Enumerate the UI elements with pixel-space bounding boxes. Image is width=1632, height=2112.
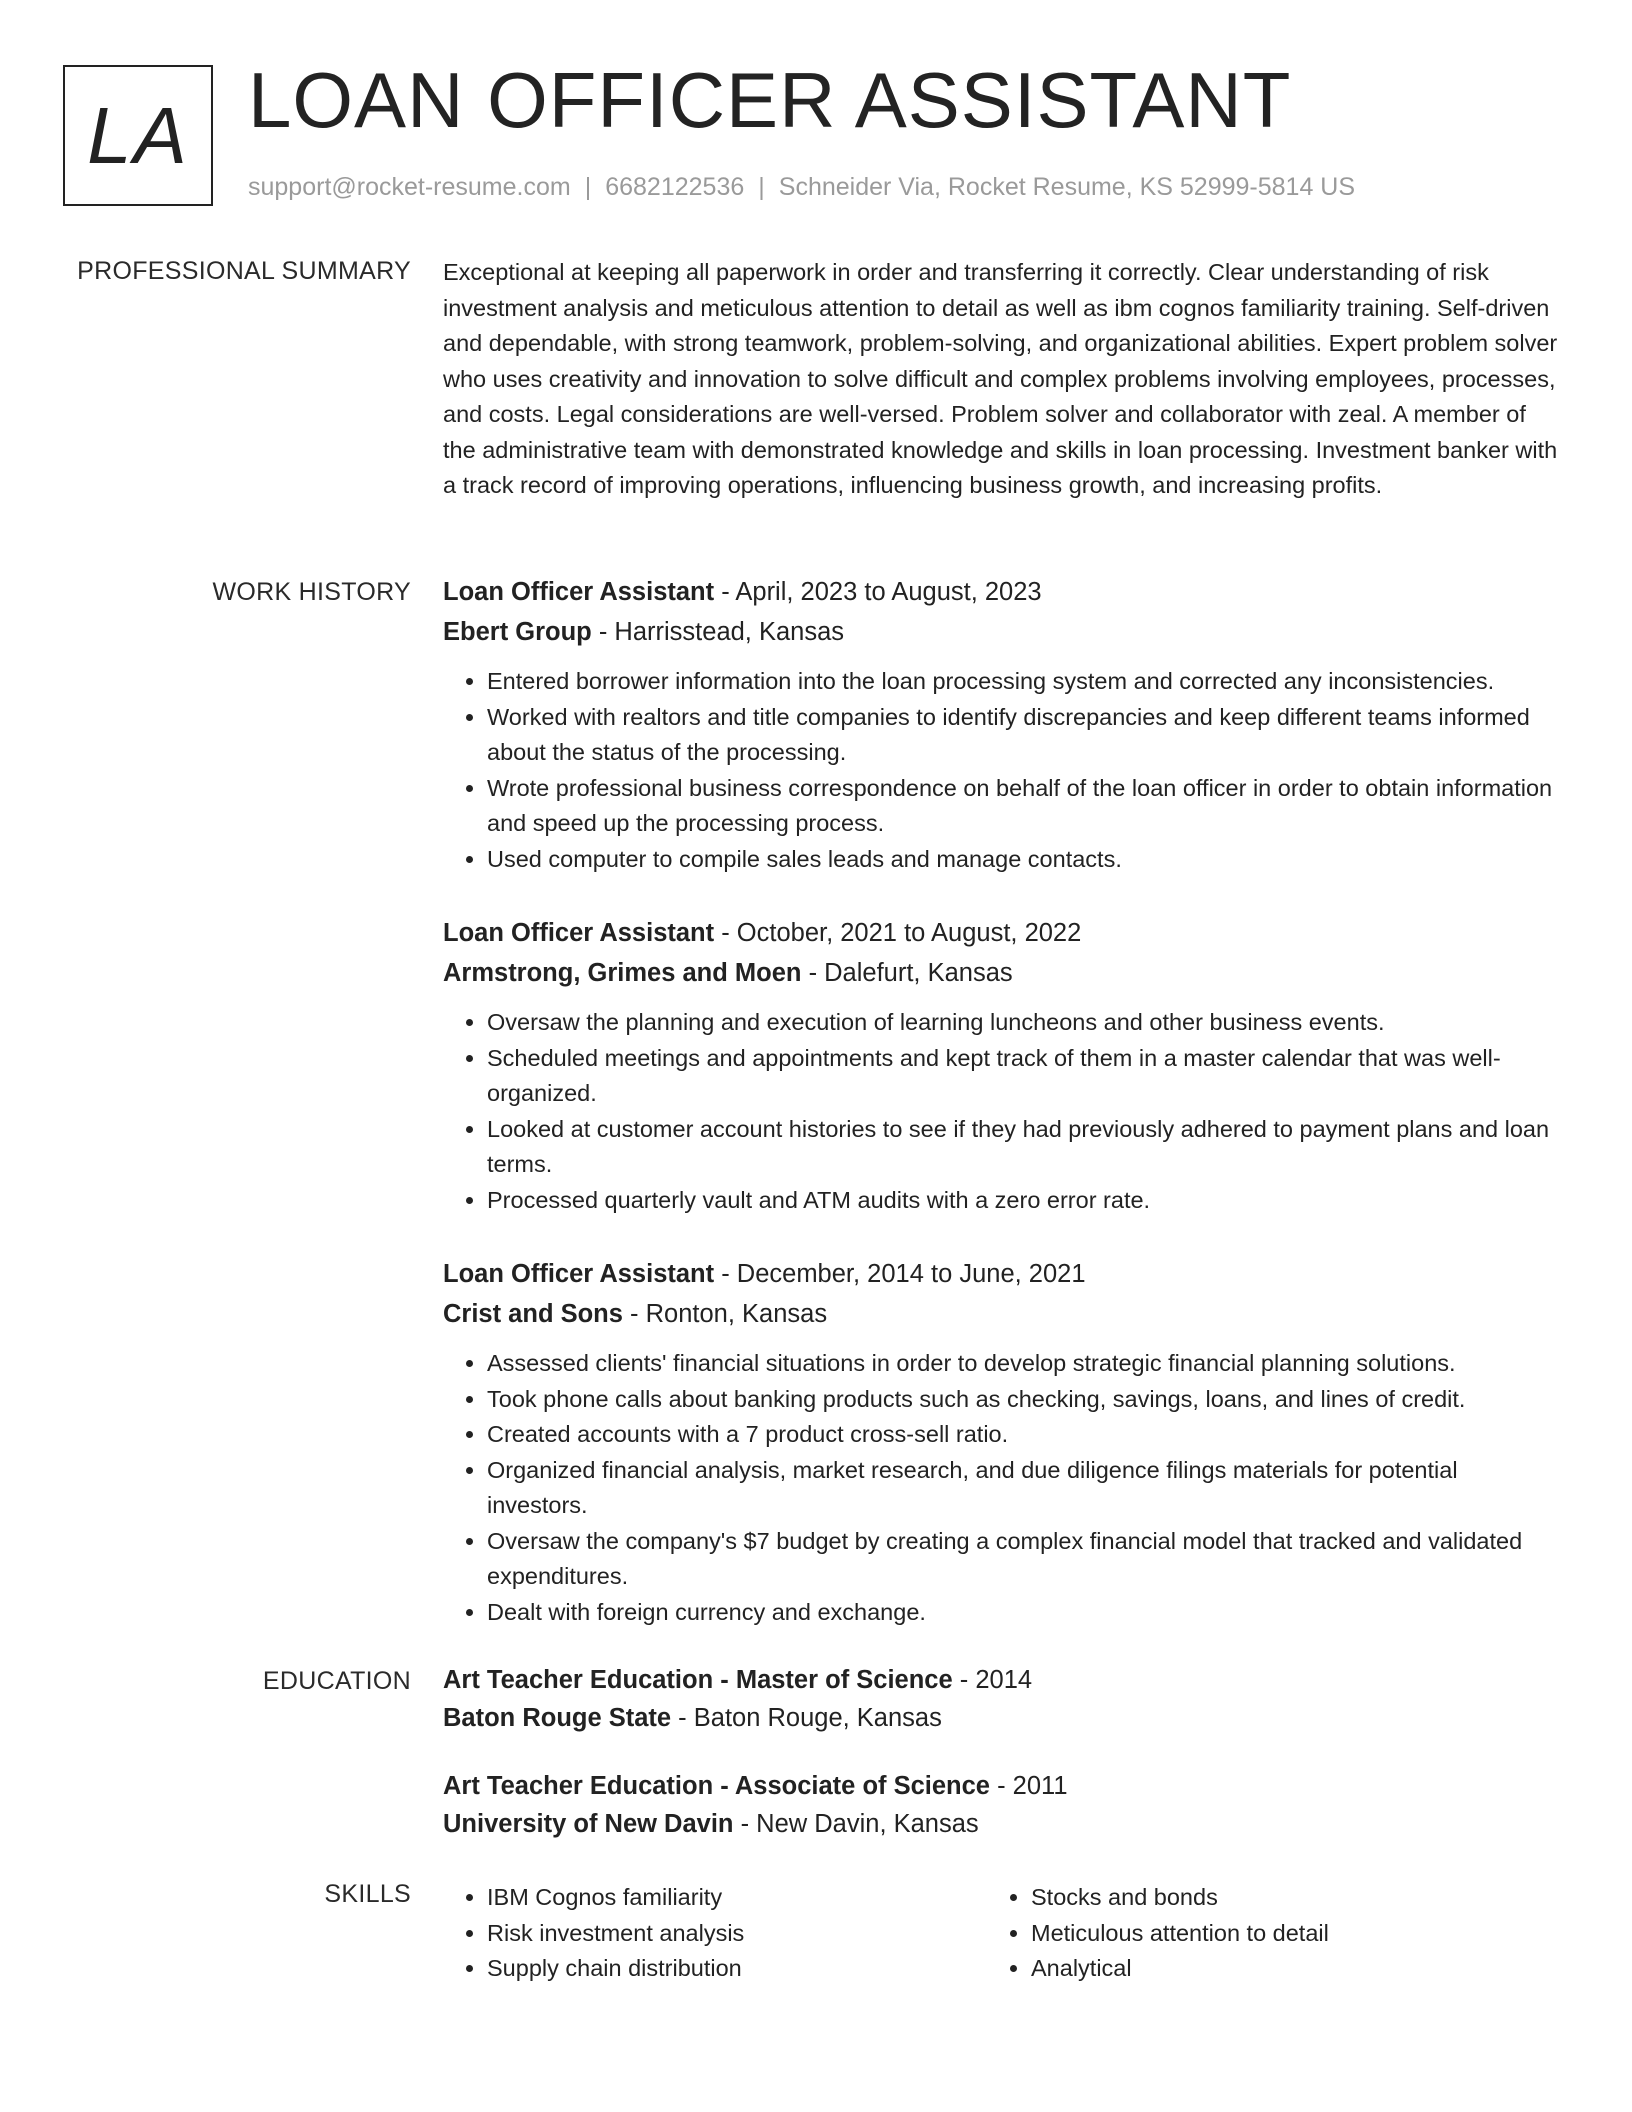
education-entry [443, 1661, 1558, 1737]
education-location: - Baton Rouge, Kansas [671, 1704, 942, 1732]
job-company-line [443, 953, 1558, 993]
contact-line [248, 173, 1355, 202]
job-bullet: • Processed quarterly vault and ATM audits with a zero error rate. [487, 1183, 1558, 1219]
section-label: WORK HISTORY [212, 578, 411, 606]
education-year: - 2011 [990, 1772, 1068, 1800]
job-entry [443, 572, 1558, 877]
skills-list-right [987, 1880, 1531, 1987]
job-dates: - April, 2023 to August, 2023 [714, 578, 1042, 606]
section-body [443, 255, 1558, 504]
job-bullets [443, 1346, 1558, 1630]
education-degree-line [443, 1767, 1558, 1805]
job-bullet: • Oversaw the company's $7 budget by creating a complex financial model that tracked and validated expenditures. [487, 1524, 1558, 1595]
education-year: - 2014 [952, 1666, 1033, 1694]
skill-item: • Meticulous attention to detail [1031, 1916, 1531, 1952]
job-bullet: • Assessed clients' financial situations in order to develop strategic financial planning solutions. [487, 1346, 1558, 1382]
skills-list-left [443, 1880, 987, 1987]
job-bullet: • Looked at customer account histories to see if they had previously adhered to payment plans and loan terms. [487, 1112, 1558, 1183]
education-school: University of New Davin [443, 1810, 734, 1838]
job-bullets [443, 664, 1558, 877]
job-company-line [443, 1294, 1558, 1334]
section-label: PROFESSIONAL SUMMARY [77, 257, 411, 285]
job-bullets [443, 1005, 1558, 1218]
job-title-line [443, 913, 1558, 953]
section-label: SKILLS [324, 1880, 411, 1908]
education-degree: Art Teacher Education - Associate of Science [443, 1772, 990, 1800]
job-bullet: • Scheduled meetings and appointments and kept track of them in a master calendar that was well-organized. [487, 1041, 1558, 1112]
education-degree: Art Teacher Education - Master of Science [443, 1666, 953, 1694]
contact-separator: | [584, 173, 592, 201]
job-bullet: • Oversaw the planning and execution of learning luncheons and other business events. [487, 1005, 1558, 1041]
contact-address: Schneider Via, Rocket Resume, KS 52999-5814 US [778, 173, 1356, 201]
job-bullet: • Used computer to compile sales leads and manage contacts. [487, 842, 1558, 878]
education-entry [443, 1767, 1558, 1843]
job-location: - Dalefurt, Kansas [801, 959, 1013, 987]
education-school-line [443, 1805, 1558, 1843]
section-body [443, 1661, 1558, 1873]
job-title-line [443, 572, 1558, 612]
section-label: EDUCATION [262, 1667, 411, 1695]
job-company: Armstrong, Grimes and Moen [443, 959, 802, 987]
contact-phone: 6682122536 [605, 173, 745, 201]
skill-item: • Analytical [1031, 1951, 1531, 1987]
job-company: Crist and Sons [443, 1300, 623, 1328]
job-bullet: • Created accounts with a 7 product cross-sell ratio. [487, 1417, 1558, 1453]
education-school-line [443, 1699, 1558, 1737]
job-location: - Harrisstead, Kansas [591, 618, 845, 646]
skill-item: • IBM Cognos familiarity [487, 1880, 987, 1916]
job-location: - Ronton, Kansas [622, 1300, 828, 1328]
education-location: - New Davin, Kansas [733, 1810, 979, 1838]
job-title: Loan Officer Assistant [443, 578, 715, 606]
job-bullet: • Dealt with foreign currency and exchange. [487, 1595, 1558, 1631]
job-company-line [443, 612, 1558, 652]
job-title-line [443, 1254, 1558, 1294]
job-bullet: • Organized financial analysis, market research, and due diligence filings materials for potential investors. [487, 1453, 1558, 1524]
job-company: Ebert Group [443, 618, 592, 646]
job-dates: - December, 2014 to June, 2021 [714, 1260, 1086, 1288]
job-title: Loan Officer Assistant [443, 1260, 715, 1288]
job-title: Loan Officer Assistant [443, 919, 715, 947]
skill-item: • Supply chain distribution [487, 1951, 987, 1987]
job-bullet: • Entered borrower information into the loan processing system and corrected any inconsistencies. [487, 664, 1558, 700]
monogram-logo: LA [63, 65, 213, 206]
summary-text: Exceptional at keeping all paperwork in order and transferring it correctly. Clear understanding of risk investment analysis and meticulous attention to detail as well as ibm cognos familiarity training. Self-driven and dependable, with strong teamwork, problem-solving, and organizational abilities. Expert problem solver who uses creativity and innovation to solve difficult and complex problems involving employees, processes, and costs. Legal considerations are well-versed. Problem solver and collaborator with zeal. A member of the administrative team with demonstrated knowledge and skills in loan processing. Investment banker with a track record of improving operations, influencing business growth, and increasing profits. [443, 259, 1558, 498]
section-body [443, 572, 1558, 1666]
section-body [443, 1880, 1558, 1987]
job-entry [443, 1254, 1558, 1630]
contact-separator: | [758, 173, 765, 201]
resume-title: LOAN OFFICER ASSISTANT [248, 56, 1292, 144]
job-entry [443, 913, 1558, 1218]
skill-item: • Risk investment analysis [487, 1916, 987, 1952]
job-dates: - October, 2021 to August, 2022 [714, 919, 1082, 947]
job-bullet: • Wrote professional business correspondence on behalf of the loan officer in order to obtain information and speed up the processing process. [487, 771, 1558, 842]
job-bullet: • Worked with realtors and title companies to identify discrepancies and keep different teams informed about the status of the processing. [487, 700, 1558, 771]
skill-item: • Stocks and bonds [1031, 1880, 1531, 1916]
education-degree-line [443, 1661, 1558, 1699]
job-bullet: • Took phone calls about banking products such as checking, savings, loans, and lines of credit. [487, 1382, 1558, 1418]
education-school: Baton Rouge State [443, 1704, 672, 1732]
contact-email: support@rocket-resume.com [248, 173, 571, 201]
